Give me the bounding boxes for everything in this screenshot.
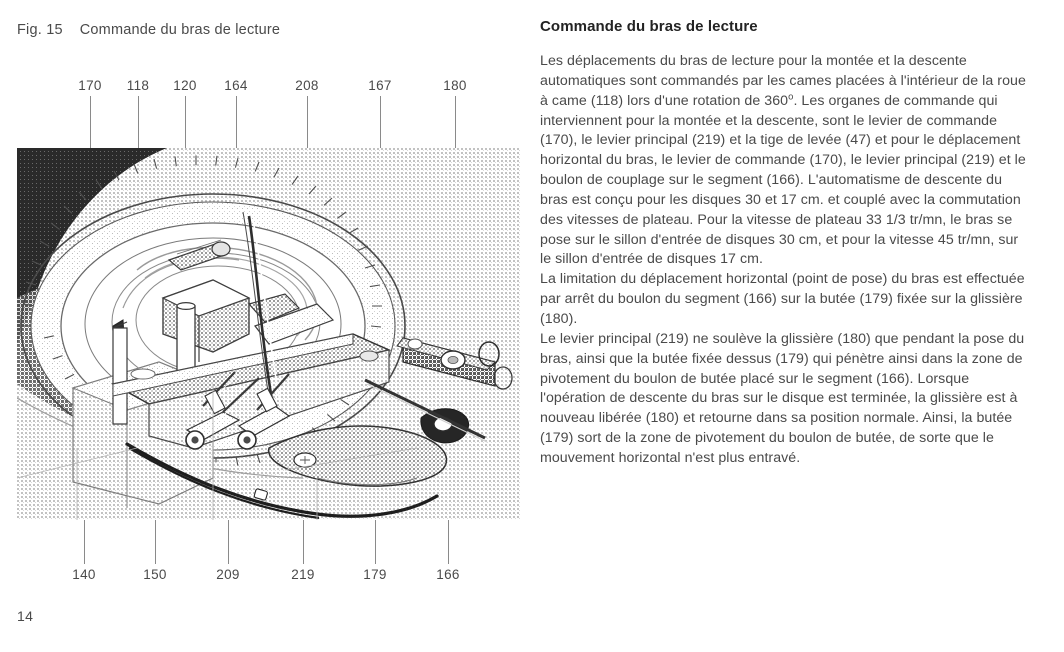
callout-140 xyxy=(64,520,104,582)
callout-number: 180 xyxy=(443,78,467,93)
callout-number: 120 xyxy=(173,78,197,93)
callout-164 xyxy=(216,78,256,158)
article-paragraph: La limitation du déplacement horizontal (point de pose) du bras est effectuée par arrêt du boulon du segment (166) sur la butée (179) fixée sur la glissière (180). xyxy=(540,271,1025,327)
callout-leader-line xyxy=(448,520,449,564)
callout-number: 164 xyxy=(224,78,248,93)
callout-leader-line xyxy=(303,520,304,564)
degree-superscript: o xyxy=(788,90,794,102)
callout-118 xyxy=(118,78,158,158)
callout-208 xyxy=(287,78,327,158)
callout-209 xyxy=(208,520,248,582)
callout-179 xyxy=(355,520,395,582)
callout-166 xyxy=(428,520,468,582)
callout-167 xyxy=(360,78,400,158)
callout-150 xyxy=(135,520,175,582)
callout-number: 179 xyxy=(363,567,387,582)
article-body xyxy=(540,52,1032,469)
callout-leader-line xyxy=(155,520,156,564)
callout-180 xyxy=(435,78,475,158)
callout-number: 167 xyxy=(368,78,392,93)
callout-leader-line xyxy=(228,520,229,564)
callout-number: 209 xyxy=(216,567,240,582)
callout-number: 118 xyxy=(126,78,150,93)
callout-leader-line xyxy=(375,520,376,564)
callout-number: 170 xyxy=(78,78,102,93)
callout-219 xyxy=(283,520,323,582)
callout-number: 150 xyxy=(143,567,167,582)
figure-label: Fig. 15 xyxy=(17,22,63,38)
article-paragraph: Le levier principal (219) ne soulève la glissière (180) que pendant la pose du bras, ainsi que la butée fixée dessus (179) qui pénètre ainsi dans la zone de pivotement du boulon de butée placé sur le segment (166). Lorsque l'opération de descente du bras sur le disque est terminée, la glissière est à nouveau libérée (180) et retourne dans sa position normale. Ainsi, la butée (179) sort de la zone de pivotement du boulon de butée, de sorte que le mouvement horizontal n'est plus entravé. xyxy=(540,330,1025,466)
callout-leader-line xyxy=(84,520,85,564)
article-heading: Commande du bras de lecture xyxy=(540,18,758,36)
callout-170 xyxy=(70,78,110,158)
callout-number: 166 xyxy=(436,567,460,582)
callout-number: 208 xyxy=(295,78,319,93)
callout-number: 219 xyxy=(291,567,315,582)
article-paragraph: Les déplacements du bras de lecture pour la montée et la descente automatiques sont commandés par les cames placées à l'intérieur de la roue à came (118) lors d'une rotation de 360$^o$. Les organes de commande qui interviennent pour la montée et la descente, sont le levier de commande (170), le levier principal (219) et la tige de levée (47) et pour le déplacement horizontal du bras, le levier de commande (170), le levier principal (219) et le boulon de couplage sur le segment (166). L'automatisme de descente du bras est conçu pour les disques 30 et 17 cm. et couplé avec la commutation des vitesses de plateau. Pour la vitesse de plateau 33 1/3 tr/mn, le bras se pose sur le sillon d'entrée de disques 30 cm, et pour la vitesse 45 tr/mn, sur le sillon d'entrée de disques 17 cm. xyxy=(540,53,1026,268)
callout-120 xyxy=(165,78,205,158)
callout-number: 140 xyxy=(72,567,96,582)
figure-caption xyxy=(17,22,280,38)
technical-illustration xyxy=(17,148,520,520)
text-column xyxy=(540,0,1040,652)
figure-caption-text: Commande du bras de lecture xyxy=(79,22,281,38)
page-number: 14 xyxy=(17,608,34,624)
